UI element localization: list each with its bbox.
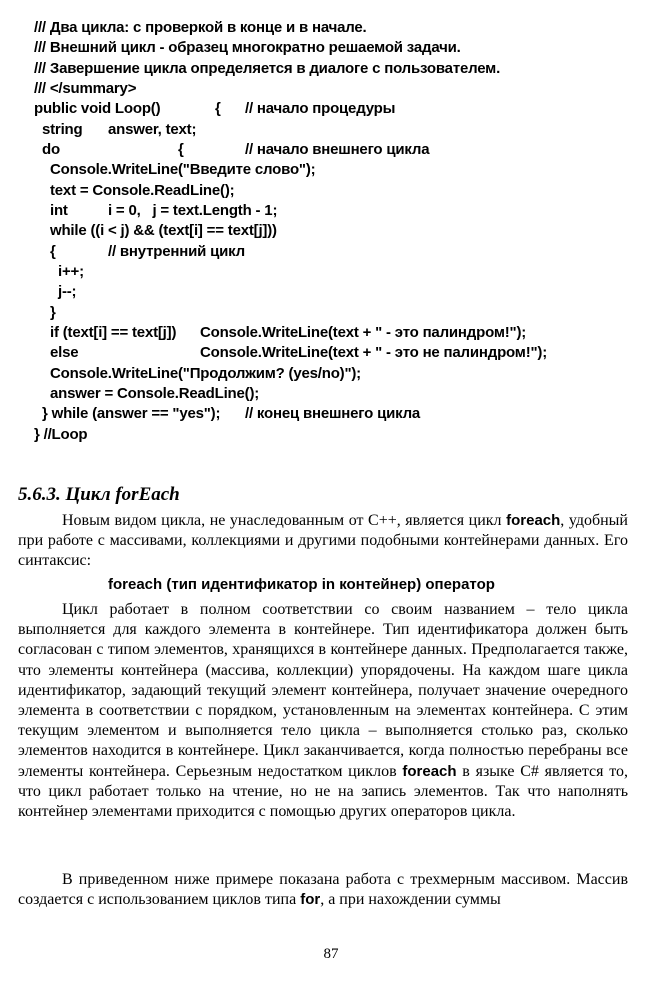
code-line: Console.WriteLine(text + " - это не палиндром!");	[200, 344, 547, 361]
inline-keyword: foreach	[402, 762, 457, 780]
code-line: j--;	[58, 283, 77, 300]
code-comment: // начало процедуры	[245, 100, 396, 117]
code-line: Console.WriteLine("Введите слово");	[50, 161, 316, 178]
code-line: do	[42, 141, 60, 158]
code-line: }	[50, 304, 56, 321]
code-line: else	[50, 344, 79, 361]
code-line: {	[215, 100, 221, 117]
code-line: if (text[i] == text[j])	[50, 324, 177, 341]
code-line: /// Завершение цикла определяется в диалоге с пользователем.	[34, 60, 501, 77]
code-line: answer = Console.ReadLine();	[50, 385, 260, 402]
code-line: /// Внешний цикл - образец многократно решаемой задачи.	[34, 39, 461, 56]
code-line: Console.WriteLine("Продолжим? (yes/no)");	[50, 365, 361, 382]
code-line: } while (answer == "yes");	[42, 405, 221, 422]
inline-keyword: for	[300, 891, 321, 909]
code-line: Console.WriteLine(text + " - это палиндром!");	[200, 324, 527, 341]
code-line: } //Loop	[34, 426, 88, 443]
code-line: /// Два цикла: с проверкой в конце и в начале.	[34, 19, 367, 36]
paragraph-example: В приведенном ниже примере показана работа с трехмерным массивом. Массив создается с использованием циклов типа for, а при нахождении суммы	[18, 871, 628, 909]
code-comment: // конец внешнего цикла	[245, 405, 421, 422]
code-line: int	[50, 202, 68, 219]
code-comment: // внутренний цикл	[108, 243, 245, 260]
code-line: i++;	[58, 263, 84, 280]
inline-keyword: foreach	[506, 512, 561, 529]
code-line: /// </summary>	[34, 80, 137, 97]
code-line: answer, text;	[108, 121, 197, 138]
code-comment: // начало внешнего цикла	[245, 141, 430, 158]
paragraph-description: Цикл работает в полном соответствии со своим названием – тело цикла выполняется для каждого элемента в контейнере. Тип идентификатора должен быть согласован с типом элементов, хранящихся в контейнере данных. Предполагается также, что элементы контейнера (массива, коллекции) упорядочены. На каждом шаге цикла идентификатор, задающий текущий элемент контейнера, получает значение очередного элемента в соответствии с порядком, установленным на элементах контейнера. С этим текущим элементом и выполняется тело цикла – выполняется столько раз, сколько элементов находится в контейнере. Цикл заканчивается, когда полностью перебраны все элементы контейнера. Серьезным недостатком циклов foreach в языке C# является то, что цикл работает только на чтение, но не на запись элементов. Так что наполнять контейнер элементами приходится с помощью других операторов цикла.	[18, 601, 629, 821]
code-line: {	[50, 243, 56, 260]
code-line: text = Console.ReadLine();	[50, 182, 235, 199]
code-line: {	[178, 141, 184, 158]
page-number: 87	[323, 946, 339, 962]
paragraph-intro: Новым видом цикла, не унаследованным от C++, является цикл foreach, удобный при работе с массивами, коллекциями и другими подобными контейнерами данных. Его синтаксис:	[18, 512, 628, 570]
syntax-line: foreach (тип идентификатор in контейнер) оператор	[108, 576, 495, 593]
code-line: i = 0, j = text.Length - 1;	[108, 202, 278, 219]
code-line: while ((i < j) && (text[i] == text[j]))	[50, 222, 277, 239]
code-line: string	[42, 121, 83, 138]
code-line: public void Loop()	[34, 100, 161, 117]
section-heading: 5.6.3. Цикл forEach	[18, 484, 180, 505]
